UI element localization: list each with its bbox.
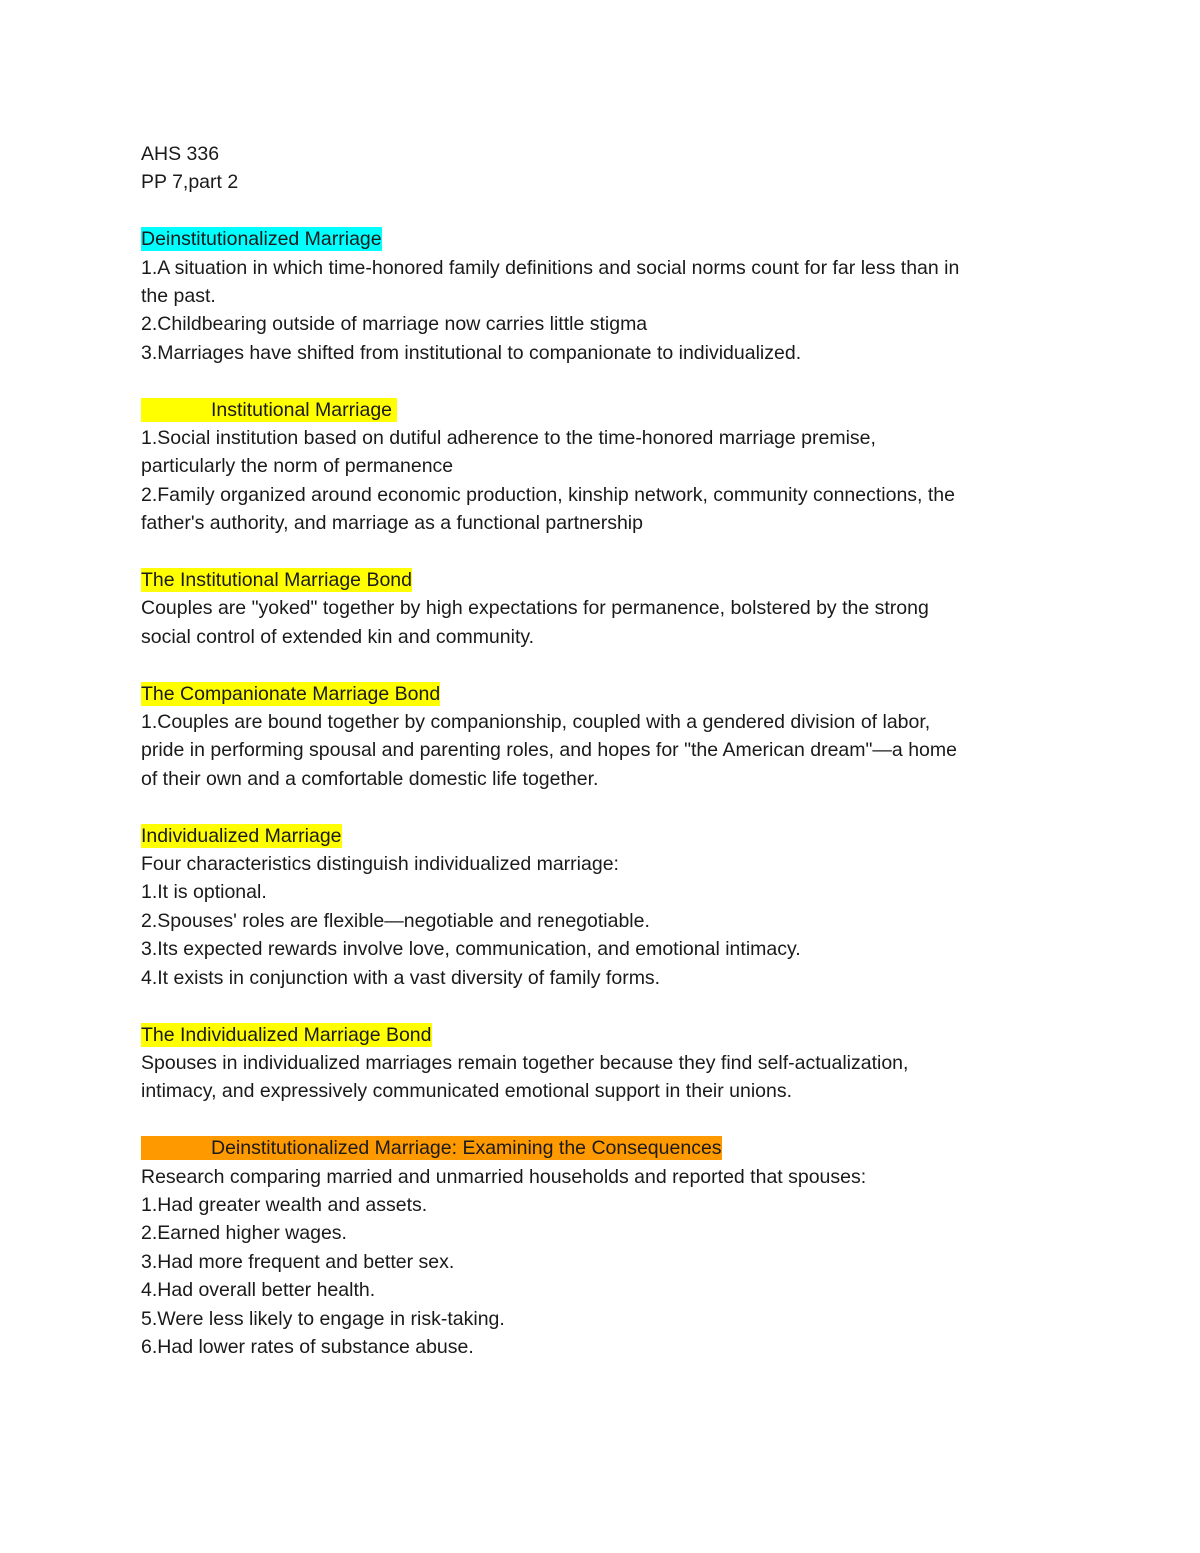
spacer bbox=[141, 197, 1061, 225]
heading-highlight bbox=[141, 398, 397, 422]
section-heading-individualized bbox=[141, 822, 1061, 850]
heading-highlight: Individualized Marriage bbox=[141, 824, 342, 847]
section-line: pride in performing spousal and parenting roles, and hopes for "the American dream"—a home bbox=[141, 739, 957, 762]
section-line: particularly the norm of permanence bbox=[141, 455, 454, 478]
section-heading-institutional bbox=[141, 396, 1061, 424]
part-title: PP 7,part 2 bbox=[141, 171, 239, 194]
spacer bbox=[141, 651, 1061, 679]
section-line: Spouses in individualized marriages remain together because they find self-actualization, bbox=[141, 1051, 909, 1074]
section-line: 3.Its expected rewards involve love, communication, and emotional intimacy. bbox=[141, 938, 801, 961]
section-line: Four characteristics distinguish individualized marriage: bbox=[141, 853, 619, 876]
heading-text: Deinstitutionalized Marriage: Examining the Consequences bbox=[211, 1137, 722, 1160]
section-line: social control of extended kin and community. bbox=[141, 625, 535, 648]
section-line: 1.Had greater wealth and assets. bbox=[141, 1193, 428, 1216]
spacer bbox=[141, 992, 1061, 1020]
section-heading-consequences bbox=[141, 1134, 1061, 1162]
section-line: 4.Had overall better health. bbox=[141, 1279, 376, 1302]
heading-highlight bbox=[141, 1136, 722, 1160]
section-line: Couples are "yoked" together by high expectations for permanence, bolstered by the strong bbox=[141, 597, 929, 620]
section-heading-deinstitutionalized bbox=[141, 225, 1061, 253]
section-line: the past. bbox=[141, 285, 216, 308]
section-line: 5.Were less likely to engage in risk-taking. bbox=[141, 1307, 505, 1330]
section-line: 4.It exists in conjunction with a vast diversity of family forms. bbox=[141, 966, 661, 989]
section-line: 1.A situation in which time-honored family definitions and social norms count for far less than in bbox=[141, 256, 960, 279]
spacer bbox=[141, 1106, 1061, 1134]
section-heading-institutional-bond bbox=[141, 566, 1061, 594]
section-line: 1.Couples are bound together by companionship, coupled with a gendered division of labor, bbox=[141, 711, 931, 734]
heading-highlight: The Institutional Marriage Bond bbox=[141, 569, 412, 592]
section-line: 2.Earned higher wages. bbox=[141, 1222, 347, 1245]
spacer bbox=[141, 367, 1061, 395]
heading-highlight: The Companionate Marriage Bond bbox=[141, 682, 441, 705]
section-line: 1.Social institution based on dutiful adherence to the time-honored marriage premise, bbox=[141, 427, 876, 450]
section-heading-companionate-bond bbox=[141, 680, 1061, 708]
section-line: 2.Spouses' roles are flexible—negotiable and renegotiable. bbox=[141, 909, 650, 932]
heading-highlight: Deinstitutionalized Marriage bbox=[141, 228, 382, 251]
section-line: 1.It is optional. bbox=[141, 881, 267, 904]
section-heading-individualized-bond bbox=[141, 1021, 1061, 1049]
heading-highlight: The Individualized Marriage Bond bbox=[141, 1023, 432, 1046]
section-line: 2.Family organized around economic production, kinship network, community connections, the bbox=[141, 483, 956, 506]
document-page bbox=[141, 140, 1061, 1361]
section-line: 6.Had lower rates of substance abuse. bbox=[141, 1335, 474, 1358]
section-line: of their own and a comfortable domestic life together. bbox=[141, 767, 599, 790]
course-title: AHS 336 bbox=[141, 143, 220, 165]
section-line: 2.Childbearing outside of marriage now carries little stigma bbox=[141, 313, 648, 336]
section-line: intimacy, and expressively communicated emotional support in their unions. bbox=[141, 1080, 793, 1103]
section-line: 3.Had more frequent and better sex. bbox=[141, 1250, 455, 1273]
section-line: father's authority, and marriage as a functional partnership bbox=[141, 512, 643, 535]
spacer bbox=[141, 793, 1061, 821]
section-line: Research comparing married and unmarried households and reported that spouses: bbox=[141, 1165, 867, 1188]
heading-text: Institutional Marriage bbox=[211, 398, 393, 421]
section-line: 3.Marriages have shifted from institutional to companionate to individualized. bbox=[141, 341, 802, 364]
spacer bbox=[141, 538, 1061, 566]
